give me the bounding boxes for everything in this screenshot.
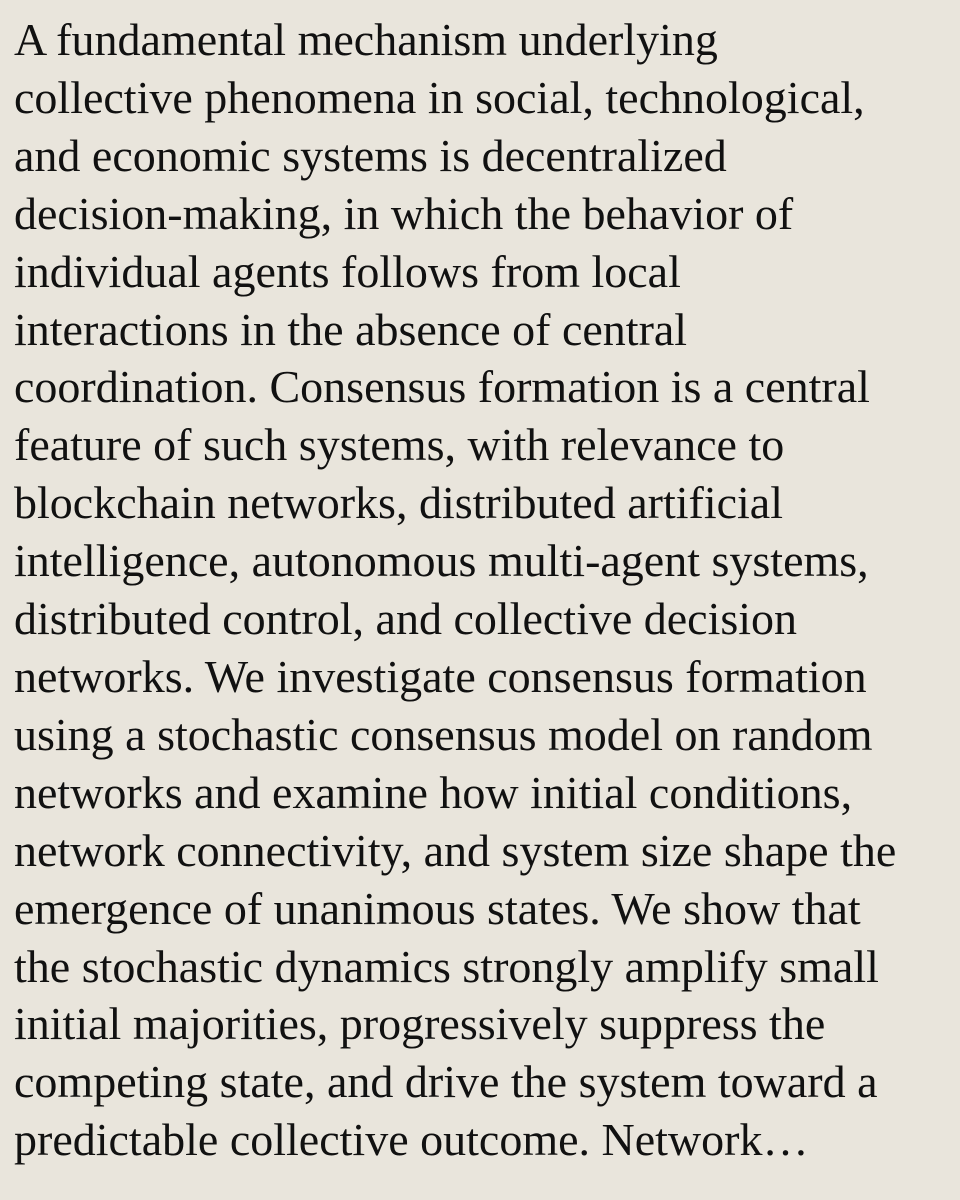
abstract-line: competing state, and drive the system toward a [14, 1056, 878, 1108]
abstract-line: predictable collective outcome. Network… [14, 1114, 809, 1166]
abstract-line: distributed control, and collective decision [14, 593, 798, 645]
abstract-line: using a stochastic consensus model on random [14, 708, 873, 760]
abstract-line: feature of such systems, with relevance to [14, 419, 785, 471]
abstract-line: and economic systems is decentralized [14, 129, 727, 181]
abstract-line: the stochastic dynamics strongly amplify small [14, 940, 879, 992]
abstract-line: network connectivity, and system size shape the [14, 824, 897, 876]
abstract-line: interactions in the absence of central [14, 303, 688, 355]
abstract-line: initial majorities, progressively suppress the [14, 998, 826, 1050]
abstract-line: collective phenomena in social, technological, [14, 71, 865, 123]
abstract-line: individual agents follows from local [14, 245, 681, 297]
abstract-line: coordination. Consensus formation is a central [14, 361, 870, 413]
abstract-line: blockchain networks, distributed artificial [14, 477, 783, 529]
abstract-line: intelligence, autonomous multi-agent systems, [14, 535, 869, 587]
abstract-text [14, 11, 954, 1169]
abstract-line: networks and examine how initial conditions, [14, 766, 853, 818]
abstract-line: emergence of unanimous states. We show that [14, 882, 861, 934]
abstract-line: A fundamental mechanism underlying [14, 14, 718, 65]
abstract-line: networks. We investigate consensus formation [14, 650, 867, 702]
abstract-line: decision-making, in which the behavior of [14, 187, 794, 239]
